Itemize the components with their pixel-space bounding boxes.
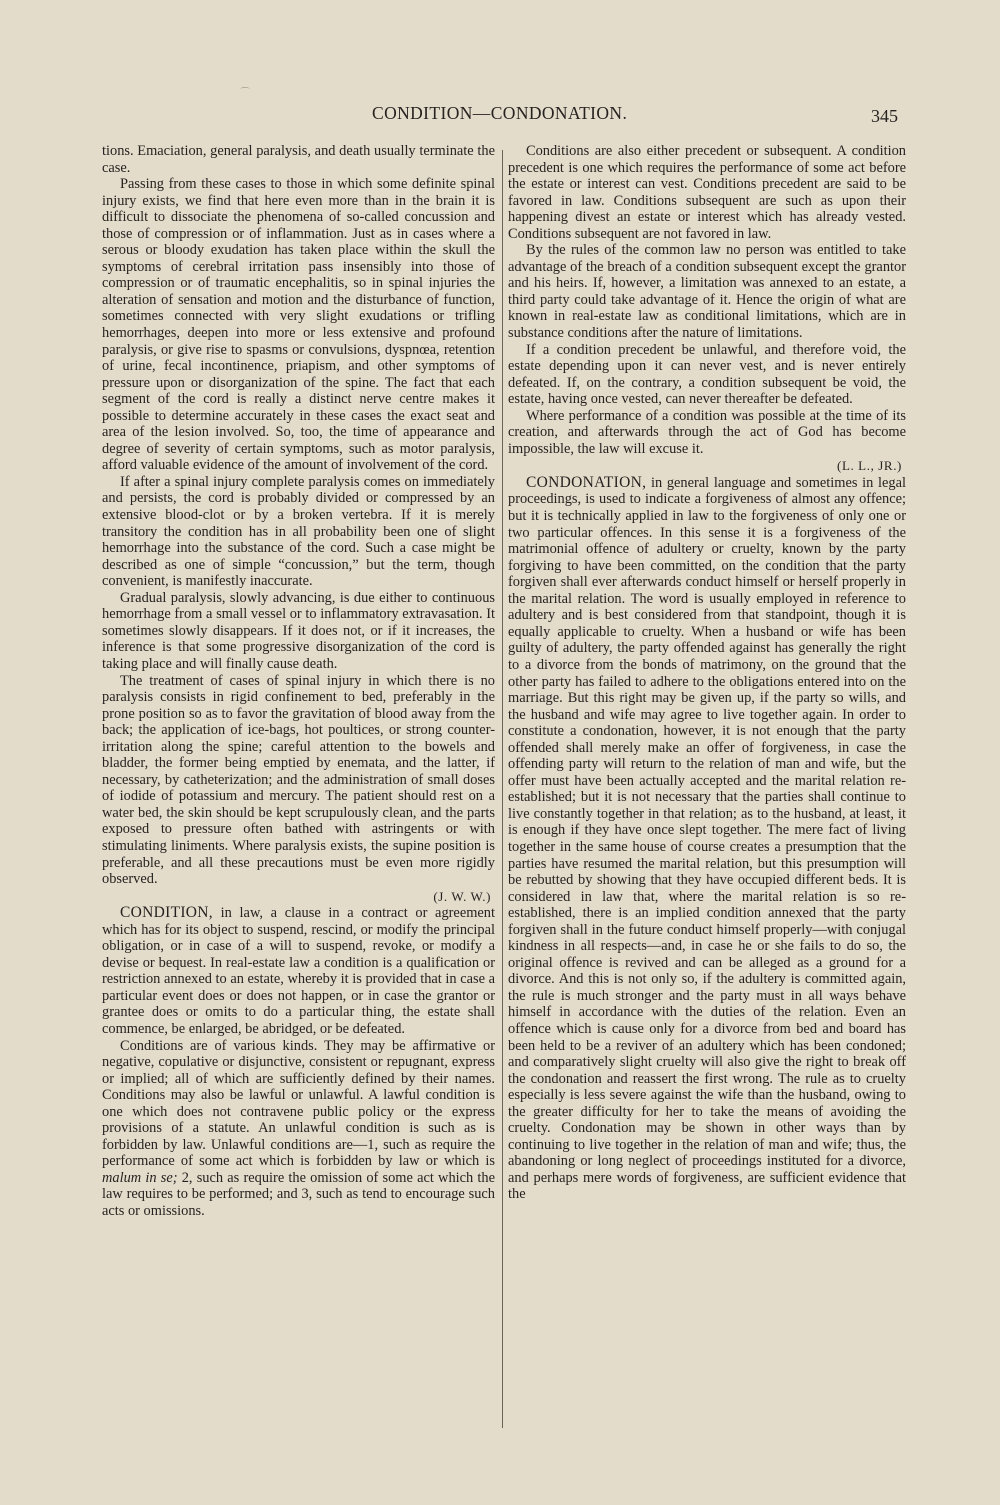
paragraph: tions. Emaciation, general paralysis, and death usually terminate the case. xyxy=(102,143,495,176)
paragraph: The treatment of cases of spinal injury in which there is no paralysis consists in rigid confinement to bed, preferably in the prone position so as to favor the gravitation of blood away from the back; the application of ice-bags, hot poultices, or strong counter-irritation along the spine; careful attention to the bowels and bladder, the former being emptied by enemata, and the latter, if necessary, by catheterization; and the administration of small doses of iodide of potassium and mercury. The patient should rest on a water bed, the skin should be kept scrupulously clean, and the parts exposed to pressure often bathed with astringents or with stimulating liniments. Where paralysis exists, the supine position is preferable, and all these precautions must be even more rigidly observed. xyxy=(102,672,495,888)
entry-text: in law, a clause in a contract or agreement which has for its object to suspend, rescind, or modify the principal obligation, or in case of a will to suspend, revoke, or modify a devise or bequest. In real-estate law a condition is a qualification or restriction annexed to an estate, whereby it is provided that in case a particular event does or does not happen, or in case the grantor or grantee does or omits to do a particular thing, the estate shall commence, be enlarged, be abridged, or be defeated. xyxy=(102,905,495,1037)
entry-condonation xyxy=(508,475,906,1203)
entry-condition xyxy=(102,905,495,1037)
page-number: 345 xyxy=(871,106,898,126)
paragraph: If a condition precedent be unlawful, and therefore void, the estate depending upon it can never vest, and is never entirely defeated. If, on the contrary, a condition subsequent be void, the estate, having once vested, can never thereafter be defeated. xyxy=(508,341,906,408)
page-header xyxy=(0,103,1000,133)
entry-headword: CONDONATION, xyxy=(526,473,647,491)
paragraph-text: Conditions are of various kinds. They may be affirmative or negative, copulative or disjunctive, consistent or repugnant, express or implied; all of which are sufficiently defined by their names. Conditions may also be lawful or unlawful. A lawful condition is one which does not contravene public policy or the express provisions of a statute. An unlawful condition is such as is forbidden by law. Unlawful conditions are—1, such as require the performance of some act which is forbidden by law or which is xyxy=(102,1037,495,1170)
paragraph: Passing from these cases to those in which some definite spinal injury exists, we find that here even more than in the brain it is difficult to dissociate the phenomena of so-called concussion and those of compression or of inflammation. Just as in cases where a serous or bloody exudation has taken place within the skull the symptoms of cerebral irritation pass insensibly into those of compression or of traumatic encephalitis, so in spinal injuries the alteration of sensation and motion and the disturbance of function, sometimes connected with very slight exudations or trifling hemorrhages, deepen into more or less extensive and profound paralysis, or give rise to spasms or convulsions, dyspnœa, retention of urine, fecal incontinence, priapism, and other symptoms of pressure upon or disorganization of the spine. The fact that each segment of the cord is really a distinct nerve centre makes it possible to determine accurately in these cases the exact seat and area of the lesion involved. So, too, the time of appearance and degree of severity of certain symptoms, such as motor paralysis, afford valuable evidence of the amount of involvement of the cord. xyxy=(102,176,495,474)
paragraph: By the rules of the common law no person was entitled to take advantage of the breach of a condition subsequent except the grantor and his heirs. If, however, a limitation was annexed to an estate, a third party could take advantage of it. Hence the origin of what are known in real-estate law as conditional limitations, which are in substance conditions after the nature of limitations. xyxy=(508,242,906,342)
entry-text: in general language and sometimes in legal proceedings, is used to indicate a forgiveness of almost any offence; but it is technically applied in law to the forgiveness of only one or two particular offences. In this sense it is a forgiveness of the matrimonial offence of adultery or cruelty, known by the party forgiving to have been committed, on the condition that the party forgiven shall ever afterwards conduct himself or herself properly in the marital relation. The word is usually employed in reference to adultery and is best considered from that standpoint, though it is equally applicable to cruelty. When a husband or wife has been guilty of adultery, the party offended against has generally the right to a divorce from the bonds of matrimony, on the ground that the other party has failed to adhere to the obligations entered into on the marriage. But this right may be given up, if the party so wills, and the husband and wife may agree to live together again. In order to constitute a condonation, however, it is not enough that the party offended shall merely make an offer of forgiveness, in case the offending party will return to the relation of man and wife, but the offer must have been actually accepted and the marital relation re-established; but it is not necessary that the parties shall continue to live constantly together in that relation; as to the husband, at least, it is enough if they have once slept together. The mere fact of living together in the same house of course creates a presumption that the parties have resumed the marital relation, but this presumption will be rebutted by showing that they have occupied different beds. It is considered in law that, where the marital relation is so re-established, there is an implied condition annexed that the party forgiven shall in the future conduct himself properly—with conjugal kindness in all respects—and, in case he or she fails to do so, the original offence is revived and can be alleged as a ground for a divorce. And this is not only so, if the adultery is committed again, the rule is much stronger and the party must in all ways behave himself in accordance with the duties of the relation. Even an offence which is cause only for a divorce from bed and board has been held to be a reviver of an adultery which has been condoned; and comparatively slight cruelty will also give the right to break off the condonation and reassert the first wrong. The rule as to cruelty especially is less severe against the wife than the husband, owing to the greater difficulty for her to take the means of avoiding the cruelty. Condonation may be shown in other ways than by continuing to live together in the relation of man and wife; thus, the abandoning or long neglect of proceedings instituted for a divorce, and perhaps mere words of forgiveness, are sufficient evidence that the xyxy=(508,474,906,1203)
right-column xyxy=(508,143,906,1203)
author-signature: (J. W. W.) xyxy=(433,888,491,904)
paragraph xyxy=(102,1038,495,1220)
running-title: CONDITION—CONDONATION. xyxy=(372,103,628,123)
paragraph-text: 2, such as require the omission of some act which the law requires to be performed; and 3, such as tend to encourage such acts or omissions. xyxy=(102,1169,495,1219)
left-column xyxy=(102,143,495,1220)
column-divider xyxy=(502,150,503,1428)
paragraph: Gradual paralysis, slowly advancing, is due either to continuous hemorrhage from a small vessel or to inflammatory extravasation. It sometimes slowly disappears. If it does not, or if it increases, the inference is that some progressive disorganization of the cord is taking place and will finally cause death. xyxy=(102,589,495,672)
paragraph: If after a spinal injury complete paralysis comes on immediately and persists, the cord is probably divided or compressed by an extensive blood-clot or by a broken vertebra. If it is merely transitory the condition has in all probability been one of slight hemorrhage into the substance of the cord. Such a case might be described as one of simple “concussion,” but the term, though convenient, is manifestly inaccurate. xyxy=(102,473,495,590)
ink-mark: ⌒ xyxy=(240,88,250,99)
author-signature: (L. L., JR.) xyxy=(837,458,902,474)
italic-phrase: malum in se; xyxy=(102,1169,178,1186)
entry-headword: CONDITION, xyxy=(120,904,213,922)
paragraph: Where performance of a condition was possible at the time of its creation, and afterwards through the act of God has become impossible, the law will excuse it. xyxy=(508,407,906,457)
paragraph: Conditions are also either precedent or subsequent. A condition precedent is one which requires the performance of some act before the estate or interest can vest. Conditions precedent are said to be favored in law. Conditions subsequent are such as upon their happening divest an estate or interest which has already vested. Conditions subsequent are not favored in law. xyxy=(508,143,906,242)
